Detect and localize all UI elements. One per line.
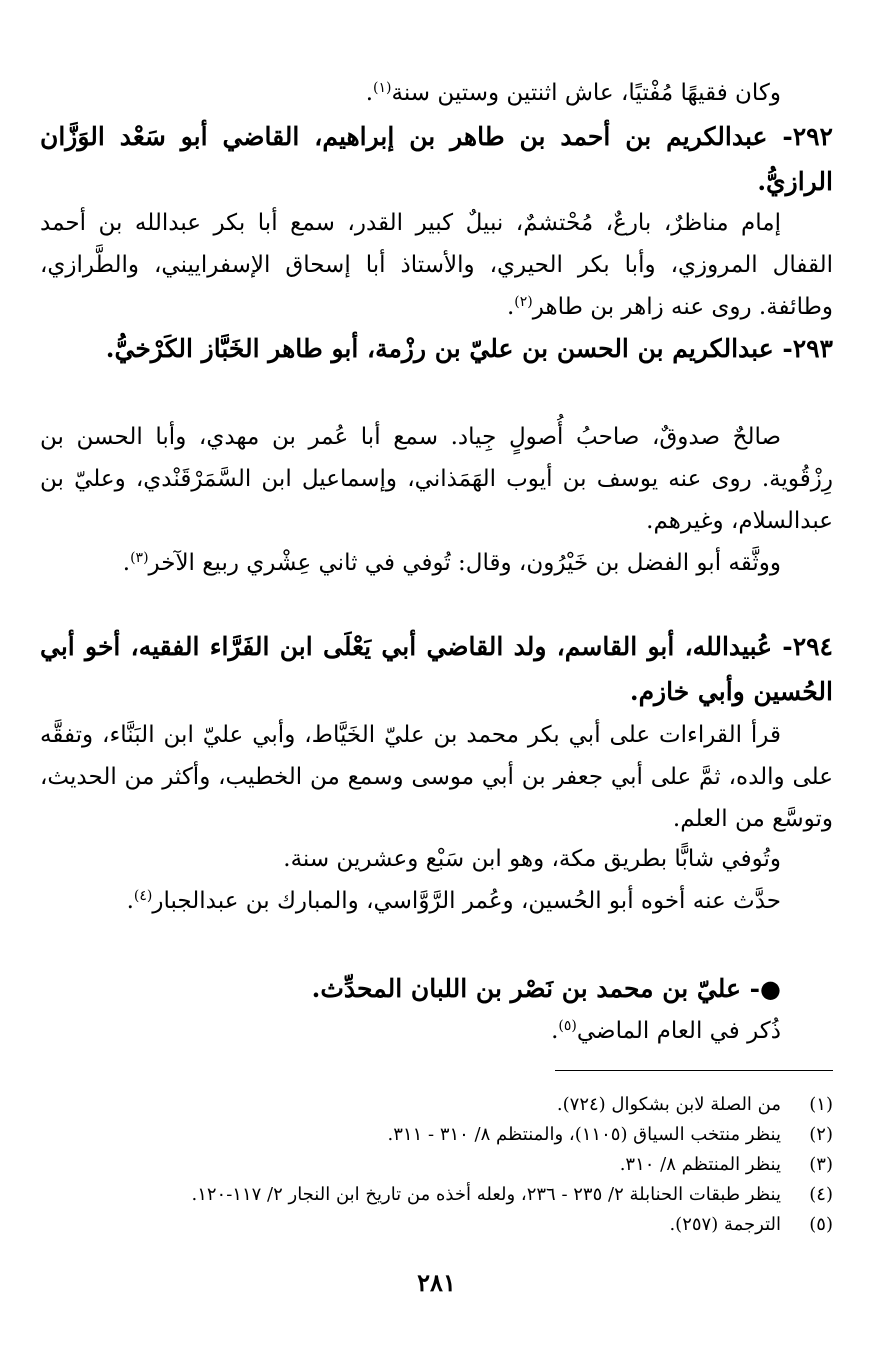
entry-heading-292 bbox=[40, 114, 833, 204]
paragraph-text: قرأ القراءات على أبي بكر محمد بن عليّ الخَيَّاط، وأبي عليّ ابن البَنَّاء، وتفقَّه على والده، ثمَّ على أبي جعفر بن أبي موسى وسمع من الخطيب، وأكثر من الحديث، وتوسَّع من العلم bbox=[40, 722, 833, 832]
footnote-ref: (١) bbox=[373, 80, 392, 96]
paragraph-tail: . bbox=[506, 294, 515, 320]
heading-text: ٢٩٢- عبدالكريم بن أحمد بن طاهر بن إبراهيم، القاضي أبو سَعْد الوَزَّان الرازيُّ bbox=[40, 122, 833, 196]
footnote-item bbox=[33, 1210, 833, 1240]
heading-tail: . bbox=[105, 334, 115, 363]
paragraph-tail: . bbox=[365, 80, 374, 106]
entry-heading-bullet bbox=[40, 966, 833, 1011]
paragraph-text: وتُوفي شابًّا بطريق مكة، وهو ابن سَبْع وعشرين سنة bbox=[290, 846, 781, 872]
footnotes-list bbox=[33, 1090, 833, 1240]
paragraph-text: إمام مناظرٌ، بارعٌ، مُحْتشمٌ، نبيلٌ كبير القدر، سمع أبا بكر عبدالله بن أحمد القفال المروزي، وأبا بكر الحيري، والأستاذ أبا إسحاق الإسفراييني، والطَّرازي، وطائفة. روى عنه زاهر بن طاهر bbox=[40, 210, 833, 320]
paragraph-text: وكان فقيهًا مُفْتيًا، عاش اثنتين وستين سنة bbox=[391, 80, 781, 106]
footnote-number: (٤) bbox=[809, 1184, 833, 1205]
footnote-item bbox=[33, 1180, 833, 1210]
heading-tail: . bbox=[311, 974, 321, 1003]
paragraph-text: ذُكر في العام الماضي bbox=[576, 1018, 781, 1044]
footnote-ref: (٣) bbox=[130, 550, 149, 566]
entry-body-bullet bbox=[40, 1010, 833, 1052]
paragraph-tail: . bbox=[122, 550, 131, 576]
paragraph-tail: . bbox=[283, 846, 291, 872]
entry-heading-293 bbox=[40, 326, 833, 371]
heading-text: - عليّ بن محمد بن نَصْر بن اللبان المحدِّث bbox=[320, 974, 761, 1003]
entry-body-293-death bbox=[40, 542, 833, 584]
footnote-divider bbox=[555, 1070, 833, 1071]
entry-body-294-narrators bbox=[40, 880, 833, 922]
footnote-number: (٥) bbox=[809, 1214, 833, 1235]
footnote-text: ينظر منتخب السياق (١١٠٥)، والمنتظم ٨/ ٣١٠ - ٣١١. bbox=[387, 1124, 781, 1145]
footnote-item bbox=[33, 1150, 833, 1180]
footnote-number: (٢) bbox=[809, 1124, 833, 1145]
entry-body-294 bbox=[40, 714, 833, 840]
footnote-ref: (٥) bbox=[558, 1018, 577, 1034]
paragraph-text: صالحٌ صدوقٌ، صاحبُ أُصولٍ جِياد. سمع أبا عُمر بن مهدي، وأبا الحسن بن رِزْقُوية. روى عنه يوسف بن أيوب الهَمَذاني، وإسماعيل ابن السَّمَرْقَنْدي، وعليّ بن عبدالسلام، وغيرهم bbox=[40, 424, 833, 534]
footnote-item bbox=[33, 1120, 833, 1150]
footnote-ref: (٢) bbox=[514, 294, 533, 310]
paragraph-text: حدَّث عنه أخوه أبو الحُسين، وعُمر الرَّوَّاسي، والمبارك بن عبدالجبار bbox=[152, 888, 781, 914]
footnote-ref: (٤) bbox=[133, 888, 153, 904]
paragraph-tail: . bbox=[672, 806, 681, 832]
heading-text: ٢٩٤- عُبيدالله، أبو القاسم، ولد القاضي أبي يَعْلَى ابن الفَرَّاء الفقيه، أخو أبي الحُسين وأبي خازم bbox=[40, 632, 833, 706]
footnote-text: الترجمة (٢٥٧). bbox=[669, 1214, 781, 1235]
paragraph-text: ووثَّقه أبو الفضل بن خَيْرُون، وقال: تُوفي في ثاني عِشْري ربيع الآخر bbox=[148, 550, 781, 576]
bullet-icon: ● bbox=[760, 974, 781, 1003]
paragraph-tail: . bbox=[126, 888, 134, 914]
paragraph-continuation bbox=[40, 72, 833, 114]
entry-body-294-death bbox=[40, 838, 833, 880]
heading-tail: . bbox=[629, 677, 639, 706]
page-number: ٢٨١ bbox=[417, 1268, 456, 1297]
entry-body-293 bbox=[40, 416, 833, 542]
paragraph-tail: . bbox=[646, 508, 654, 534]
heading-tail: . bbox=[757, 167, 767, 196]
heading-text: ٢٩٣- عبدالكريم بن الحسن بن عليّ بن رزْمة، أبو طاهر الخَبَّاز الكَرْخيُّ bbox=[114, 334, 833, 363]
paragraph-tail: . bbox=[551, 1018, 559, 1044]
footnote-number: (١) bbox=[809, 1094, 833, 1115]
footnote-text: ينظر طبقات الحنابلة ٢/ ٢٣٥ - ٢٣٦، ولعله أخذه من تاريخ ابن النجار ٢/ ١١٧-١٢٠. bbox=[191, 1184, 781, 1205]
footnote-number: (٣) bbox=[809, 1154, 833, 1175]
footnote-text: ينظر المنتظم ٨/ ٣١٠. bbox=[619, 1154, 781, 1175]
entry-body-292 bbox=[40, 202, 833, 328]
footnote-text: من الصلة لابن بشكوال (٧٢٤). bbox=[556, 1094, 781, 1115]
footnote-item bbox=[33, 1090, 833, 1120]
entry-heading-294 bbox=[40, 624, 833, 714]
